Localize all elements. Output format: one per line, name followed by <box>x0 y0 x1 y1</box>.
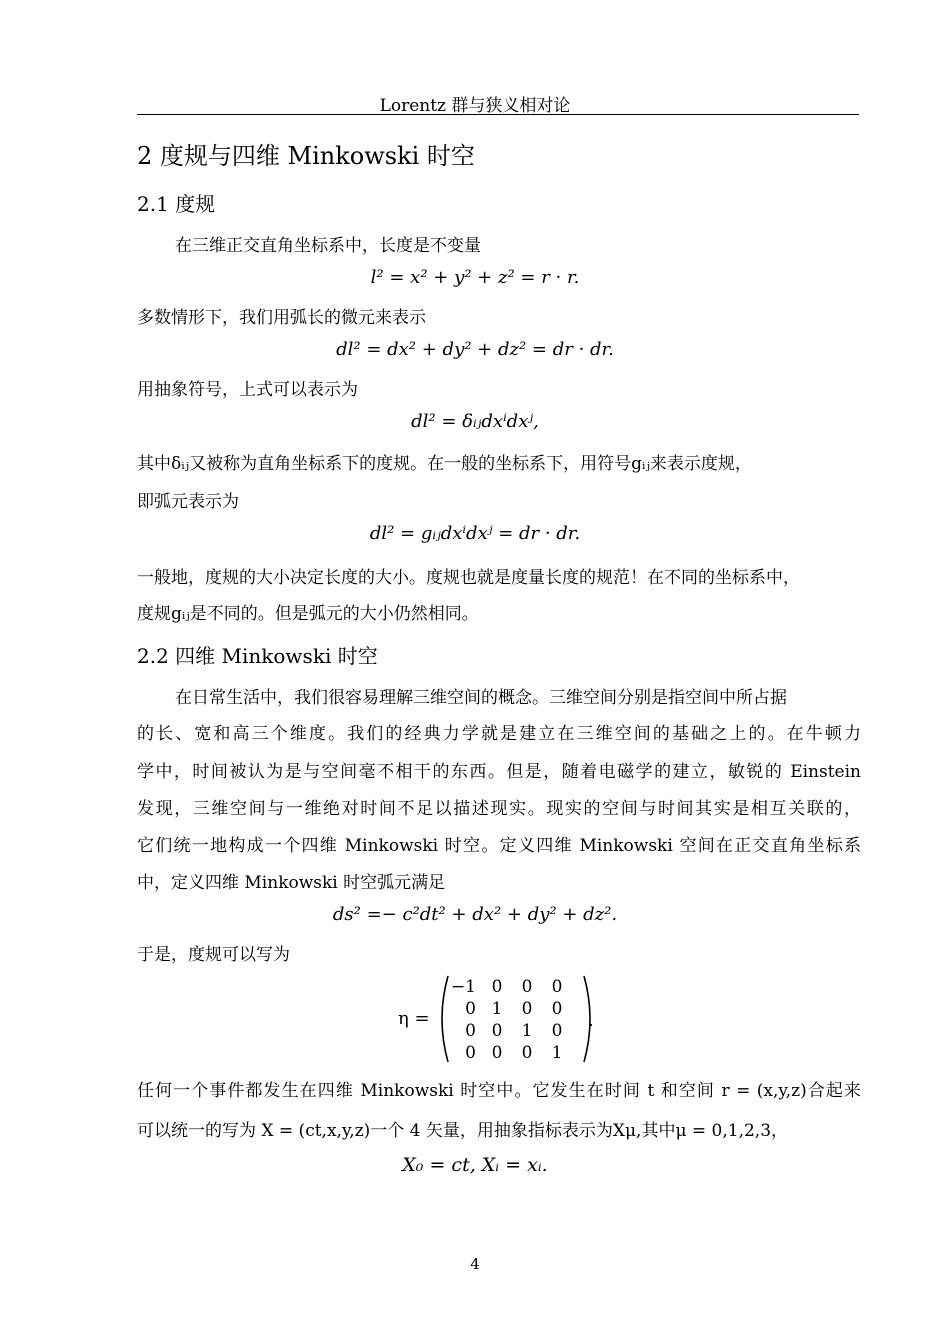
equation-6: X₀ = ct, Xᵢ = xᵢ. <box>402 1154 548 1176</box>
paragraph-5-line-2: 度规gᵢⱼ是不同的。但是弧元的大小仍然相同。 <box>137 604 479 624</box>
paragraph-7: 于是，度规可以写为 <box>137 945 290 965</box>
paragraph-4-line-1: 其中δᵢⱼ又被称为直角坐标系下的度规。在一般的坐标系下，用符号gᵢⱼ来表示度规， <box>137 454 752 474</box>
matrix-cell: 0 <box>521 1043 533 1063</box>
matrix-cell: 0 <box>491 977 503 997</box>
equation-3: dl² = δᵢⱼdxⁱdxʲ, <box>411 411 539 432</box>
matrix-row <box>442 976 572 998</box>
subsection-title-minkowski: 2.2 四维 Minkowski 时空 <box>137 644 378 668</box>
paragraph-2: 多数情形下，我们用弧长的微元来表示 <box>137 308 426 328</box>
running-header: Lorentz 群与狭义相对论 <box>379 96 571 116</box>
metric-matrix <box>398 974 608 1064</box>
matrix-table <box>442 976 572 1064</box>
paragraph-4-line-2: 即弧元表示为 <box>137 492 239 512</box>
paragraph-8-line-1: 任何一个事件都发生在四维 Minkowski 时空中。它发生在时间 t 和空间 r = (x,y,z)合起来 <box>137 1081 861 1101</box>
subsection-title-metric: 2.1 度规 <box>137 192 216 216</box>
matrix-cell: −1 <box>450 977 476 997</box>
matrix-cell: 0 <box>465 999 476 1019</box>
matrix-label: η = <box>398 1008 430 1029</box>
equation-4: dl² = gᵢⱼdxⁱdxʲ = dr · dr. <box>369 523 581 544</box>
matrix-cell: 1 <box>551 1043 563 1063</box>
paragraph-6-line-4: 发现，三维空间与一维绝对时间不足以描述现实。现实的空间与时间其实是相互关联的， <box>137 799 861 819</box>
matrix-row <box>442 1042 572 1064</box>
matrix-cell: 0 <box>491 1043 503 1063</box>
matrix-cell: 1 <box>521 1021 533 1041</box>
paragraph-6-line-5: 它们统一地构成一个四维 Minkowski 时空。定义四维 Minkowski 空间在正交直角坐标系 <box>137 836 861 856</box>
matrix-row <box>442 998 572 1020</box>
matrix-cell: 0 <box>551 999 563 1019</box>
matrix-cell: 0 <box>465 1043 476 1063</box>
matrix-row <box>442 1020 572 1042</box>
paragraph-6-line-1: 在日常生活中，我们很容易理解三维空间的概念。三维空间分别是指空间中所占据 <box>175 688 787 708</box>
equation-2: dl² = dx² + dy² + dz² = dr · dr. <box>336 339 614 360</box>
matrix-cell: 0 <box>521 999 533 1019</box>
paragraph-3: 用抽象符号，上式可以表示为 <box>137 380 358 400</box>
page-number: 4 <box>470 1255 480 1273</box>
matrix-cell: 0 <box>521 977 533 997</box>
header-rule <box>137 114 859 115</box>
matrix-cell: 0 <box>551 977 563 997</box>
matrix-cell: 0 <box>465 1021 476 1041</box>
paragraph-8-line-2: 可以统一的写为 X = (ct,x,y,z)一个 4 矢量，用抽象指标表示为Xμ,其中μ = 0,1,2,3， <box>137 1121 789 1141</box>
equation-1: l² = x² + y² + z² = r · r. <box>370 267 580 288</box>
matrix-cell: 0 <box>551 1021 563 1041</box>
paragraph-5-line-1: 一般地，度规的大小决定长度的大小。度规也就是度量长度的规范！在不同的坐标系中， <box>137 568 800 588</box>
section-title: 2 度规与四维 Minkowski 时空 <box>137 142 475 170</box>
equation-5: ds² =− c²dt² + dx² + dy² + dz². <box>332 904 618 925</box>
matrix-trailing-period: . <box>588 1010 594 1031</box>
paragraph-6-line-3: 学中，时间被认为是与空间毫不相干的东西。但是，随着电磁学的建立，敏锐的 Einstein <box>137 762 861 782</box>
paragraph-6-line-2: 的长、宽和高三个维度。我们的经典力学就是建立在三维空间的基础之上的。在牛顿力 <box>137 724 861 744</box>
matrix-cell: 0 <box>491 1021 503 1041</box>
paragraph-6-line-6: 中，定义四维 Minkowski 时空弧元满足 <box>137 873 446 893</box>
matrix-cell: 1 <box>491 999 503 1019</box>
paragraph-1: 在三维正交直角坐标系中，长度是不变量 <box>175 236 481 256</box>
